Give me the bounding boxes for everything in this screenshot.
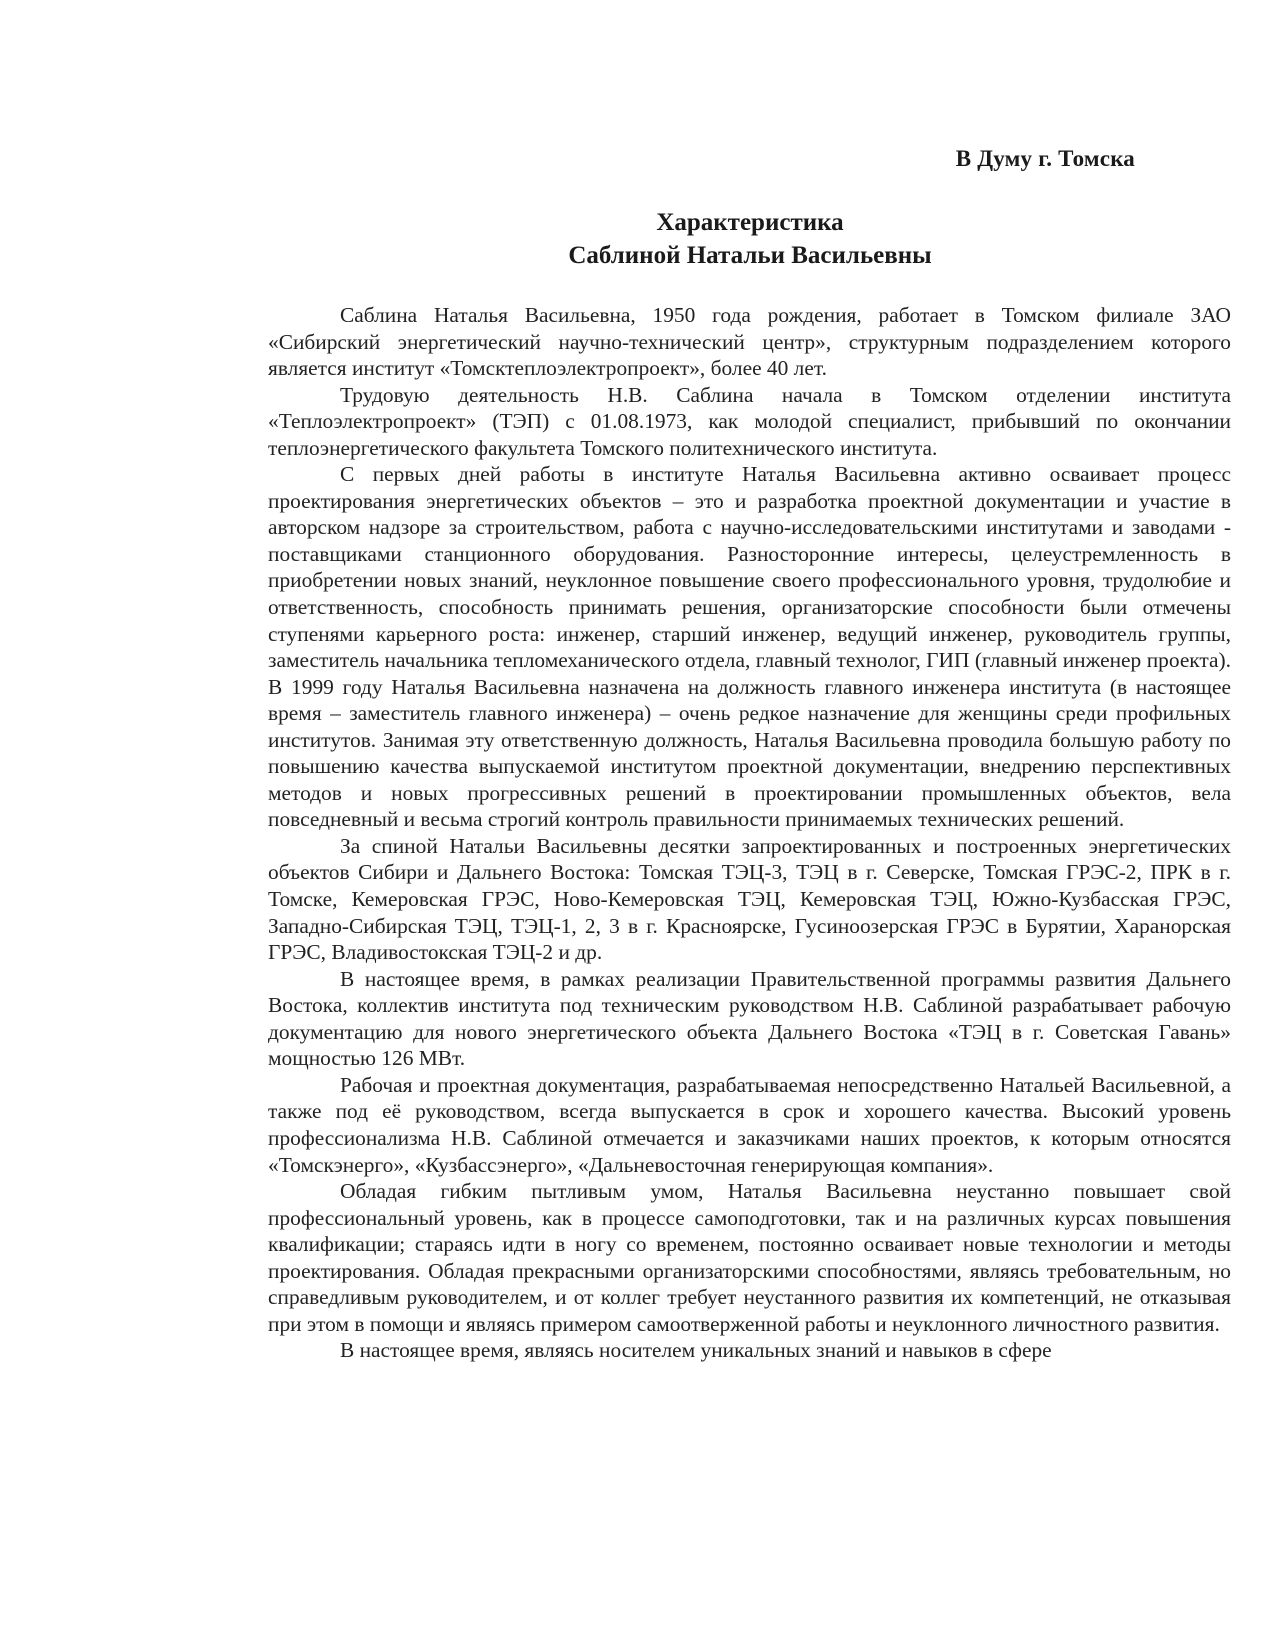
title-line-2: Саблиной Натальи Васильевны: [568, 242, 932, 269]
paragraph: В настоящее время, являясь носителем уникальных знаний и навыков в сфере: [340, 1338, 1052, 1363]
document-body: [268, 302, 1231, 1364]
addressee: В Думу г. Томска: [955, 146, 1135, 171]
paragraph: За спиной Натальи Васильевны десятки запроектированных и построенных энергетических объектов Сибири и Дальнего Востока: Томская ТЭЦ-3, ТЭЦ в г. Северске, Томская ГРЭС-2, ПРК в г. Томске, Кемеровская ГРЭС, Ново-Кемеровская ТЭЦ, Кемеровская ТЭЦ, Южно-Кузбасская ГРЭС, Западно-Сибирская ТЭЦ, ТЭЦ-1, 2, 3 в г. Красноярске, Гусиноозерская ГРЭС в Бурятии, Харанорская ГРЭС, Владивостокская ТЭЦ-2 и др.: [268, 833, 1231, 965]
document-title: [270, 206, 1230, 272]
paragraph: С первых дней работы в институте Наталья Васильевна активно осваивает процесс проектирования энергетических объектов – это и разработка проектной документации и участие в авторском надзоре за строительством, работа с научно-исследовательскими институтами и заводами - поставщиками станционного оборудования. Разносторонние интересы, целеустремленность в приобретении новых знаний, неуклонное повышение своего профессионального уровня, трудолюбие и ответственность, способность принимать решения, организаторские способности были отмечены ступенями карьерного роста: инженер, старший инженер, ведущий инженер, руководитель группы, заместитель начальника тепломеханического отдела, главный технолог, ГИП (главный инженер проекта). В 1999 году Наталья Васильевна назначена на должность главного инженера института (в настоящее время – заместитель главного инженера) – очень редкое назначение для женщины среди профильных институтов. Занимая эту ответственную должность, Наталья Васильевна проводила большую работу по повышению качества выпускаемой институтом проектной документации, внедрению перспективных методов и новых прогрессивных решений в проектировании промышленных объектов, вела повседневный и весьма строгий контроль правильности принимаемых технических решений.: [268, 462, 1231, 832]
paragraph: Трудовую деятельность Н.В. Саблина начала в Томском отделении института «Теплоэлектропроект» (ТЭП) с 01.08.1973, как молодой специалист, прибывший по окончании теплоэнергетического факультета Томского политехнического института.: [268, 382, 1231, 460]
paragraph: В настоящее время, в рамках реализации Правительственной программы развития Дальнего Востока, коллектив института под техническим руководством Н.В. Саблиной разрабатывает рабочую документацию для нового энергетического объекта Дальнего Востока «ТЭЦ в г. Советская Гавань» мощностью 126 МВт.: [268, 966, 1231, 1071]
title-line-1: Характеристика: [656, 209, 844, 236]
paragraph: Рабочая и проектная документация, разрабатываемая непосредственно Натальей Васильевной, а также под её руководством, всегда выпускается в срок и хорошего качества. Высокий уровень профессионализма Н.В. Саблиной отмечается и заказчиками наших проектов, к которым относятся «Томскэнерго», «Кузбассэнерго», «Дальневосточная генерирующая компания».: [268, 1072, 1231, 1177]
paragraph: Обладая гибким пытливым умом, Наталья Васильевна неустанно повышает свой профессиональный уровень, как в процессе самоподготовки, так и на различных курсах повышения квалификации; стараясь идти в ногу со временем, постоянно осваивает новые технологии и методы проектирования. Обладая прекрасными организаторскими способностями, являясь требовательным, но справедливым руководителем, и от коллег требует неустанного развития их компетенций, не отказывая при этом в помощи и являясь примером самоотверженной работы и неуклонного личностного развития.: [268, 1179, 1231, 1336]
paragraph: Саблина Наталья Васильевна, 1950 года рождения, работает в Томском филиале ЗАО «Сибирский энергетический научно-технический центр», структурным подразделением которого является институт «Томсктеплоэлектропроект», более 40 лет.: [268, 303, 1231, 381]
